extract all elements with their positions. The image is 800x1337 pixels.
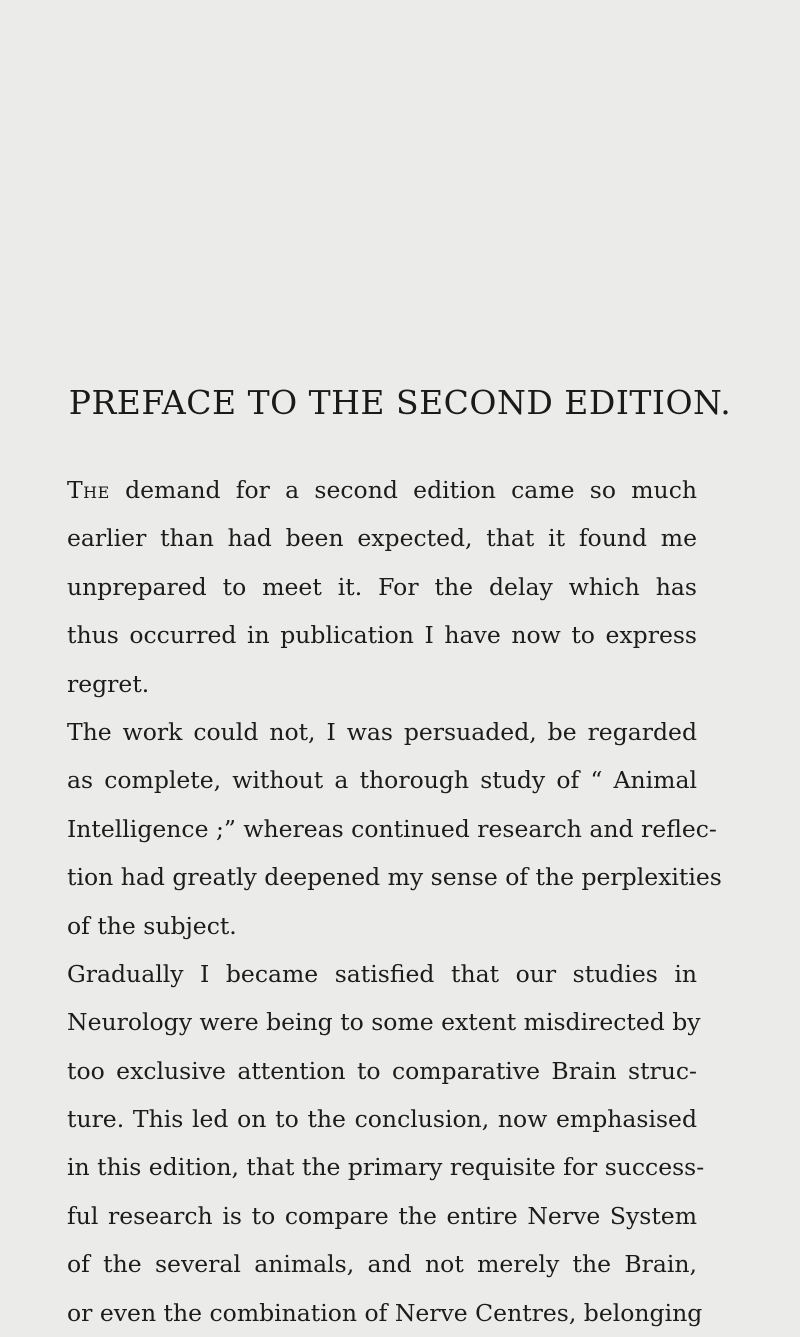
text-line-12: Neurology were being to some extent misdirected by — [67, 1008, 701, 1037]
text-line-3: unprepared to meet it. For the delay which has — [67, 572, 697, 601]
text-line-17: of the several animals, and not merely the Brain, — [67, 1250, 697, 1279]
drop-word: The — [67, 476, 110, 504]
text-line-18: or even the combination of Nerve Centres, belonging — [67, 1298, 703, 1327]
text-line-8: Intelligence ;” whereas continued research and reflec- — [67, 814, 717, 843]
text-line-1-rest: demand for a second edition came so much — [109, 476, 697, 504]
text-line-6: The work could not, I was persuaded, be regarded — [67, 717, 697, 746]
text-line-16: ful research is to compare the entire Nerve System — [67, 1201, 697, 1230]
preface-body — [67, 466, 722, 1337]
text-line-11: Gradually I became satisfied that our studies in — [67, 959, 697, 988]
text-line-9: tion had greatly deepened my sense of the perplexities — [67, 863, 722, 892]
text-line-7: as complete, without a thorough study of “ Animal — [67, 766, 697, 795]
preface-heading: PREFACE TO THE SECOND EDITION. — [68, 383, 732, 422]
text-line-14: ture. This led on to the conclusion, now emphasised — [67, 1105, 697, 1134]
text-line-10: of the subject. — [67, 911, 237, 940]
text-line-4: thus occurred in publication I have now to express — [67, 621, 697, 650]
text-line-15: in this edition, that the primary requisite for success- — [67, 1153, 705, 1182]
text-line-1 — [67, 466, 697, 514]
text-line-2: earlier than had been expected, that it found me — [67, 524, 697, 553]
text-line-13: too exclusive attention to comparative Brain struc- — [67, 1056, 697, 1085]
text-line-5: regret. — [67, 669, 150, 698]
